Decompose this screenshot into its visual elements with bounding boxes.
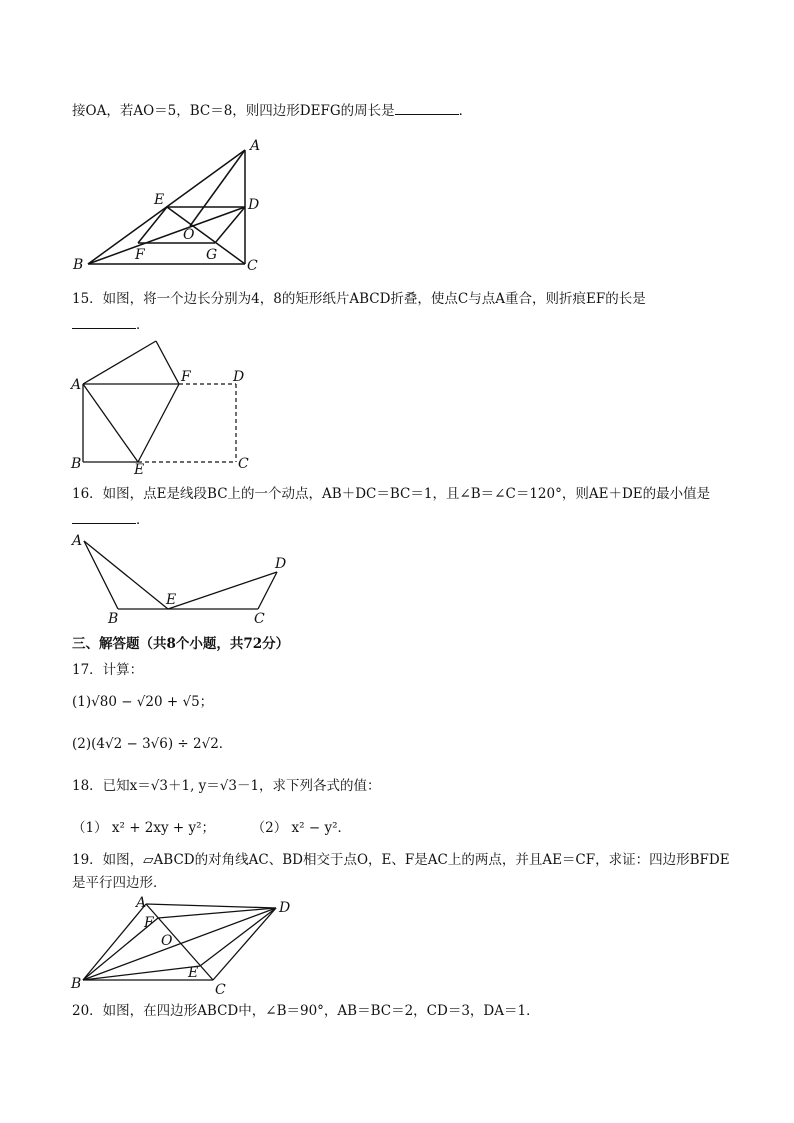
q20-text <box>72 1001 540 1021</box>
q14-label-O: O <box>183 227 195 243</box>
q16-figure <box>70 534 300 626</box>
q15-figure <box>70 338 260 478</box>
q19-line1 <box>72 850 730 870</box>
q15-end: ． <box>136 317 150 333</box>
q14-figure <box>70 138 270 272</box>
q17-part1 <box>72 692 213 712</box>
section-heading-text: 三、解答题（共8个小题，共72分） <box>72 636 290 652</box>
q15-question: 15．如图，将一个边长分别为4，8的矩形纸片ABCD折叠，使点C与点A重合，则折痕EF的长是 <box>72 291 646 307</box>
q18-part2-text: （2） x² − y²． <box>251 820 351 836</box>
q14-label-D: D <box>248 197 260 213</box>
q16-text <box>72 484 710 504</box>
q19-label-D: D <box>279 900 291 916</box>
q17-part1-text: (1)√80 − √20 + √5； <box>72 694 214 710</box>
q19-label-A: A <box>136 895 147 911</box>
q14-label-C: C <box>247 258 258 274</box>
q19-label-B: B <box>71 976 82 992</box>
q15-answer-line <box>72 314 150 335</box>
q17-title-text: 17．计算： <box>72 662 144 678</box>
q19-figure <box>70 894 300 996</box>
answer-blank[interactable] <box>395 100 459 115</box>
q19-label-F: F <box>144 915 154 931</box>
section-heading <box>72 634 289 654</box>
q18-title-text: 18．已知x＝√3＋1, y＝√3－1，求下列各式的值： <box>72 778 381 794</box>
q16-label-D: D <box>275 556 287 572</box>
q19-line1-text: 19．如图，▱ABCD的对角线AC、BD相交于点O，E、F是AC上的两点，并且AE＝CF，求证：四边形BFDE <box>72 852 730 868</box>
q14-tail: 接OA，若AO＝5，BC＝8，则四边形DEFG的周长是 <box>72 103 395 119</box>
q18-part1-text: （1） x² + 2xy + y²； <box>72 820 216 836</box>
q17-part2 <box>72 734 232 754</box>
q16-label-B: B <box>108 611 119 627</box>
q15-text <box>72 289 646 309</box>
q19-label-C: C <box>215 982 226 998</box>
q15-label-B: B <box>71 456 82 472</box>
q16-label-E: E <box>166 592 177 608</box>
answer-blank[interactable] <box>72 509 136 524</box>
q16-end: ． <box>136 512 150 528</box>
q14-label-A: A <box>250 138 261 154</box>
answer-blank[interactable] <box>72 314 136 329</box>
q17-title <box>72 660 143 680</box>
q15-label-D: D <box>233 369 245 385</box>
q15-label-A: A <box>71 377 82 393</box>
q14-label-B: B <box>73 257 84 273</box>
q15-label-E: E <box>134 462 145 478</box>
q14-end: ． <box>458 103 473 119</box>
q15-label-C: C <box>238 456 249 472</box>
q14-label-G: G <box>206 247 218 263</box>
q20-question: 20．如图，在四边形ABCD中，∠B＝90°，AB＝BC＝2，CD＝3，DA＝1． <box>72 1003 540 1019</box>
q15-label-F: F <box>181 369 191 385</box>
q16-label-A: A <box>72 533 83 549</box>
q19-label-O: O <box>161 933 173 949</box>
q14-text <box>72 100 472 121</box>
q19-label-E: E <box>188 965 199 981</box>
q17-part2-text: (2)(4√2 − 3√6) ÷ 2√2． <box>72 736 233 752</box>
q16-label-C: C <box>254 611 265 627</box>
q19-line2 <box>72 873 167 893</box>
q14-label-F: F <box>135 247 145 263</box>
q18-title <box>72 776 381 796</box>
q16-answer-line <box>72 509 150 530</box>
q18-parts <box>72 818 351 838</box>
q14-label-E: E <box>154 192 165 208</box>
q16-question: 16．如图，点E是线段BC上的一个动点，AB＋DC＝BC＝1，且∠B＝∠C＝120°，则AE＋DE的最小值是 <box>72 486 711 502</box>
q19-line2-text: 是平行四边形． <box>72 875 167 891</box>
